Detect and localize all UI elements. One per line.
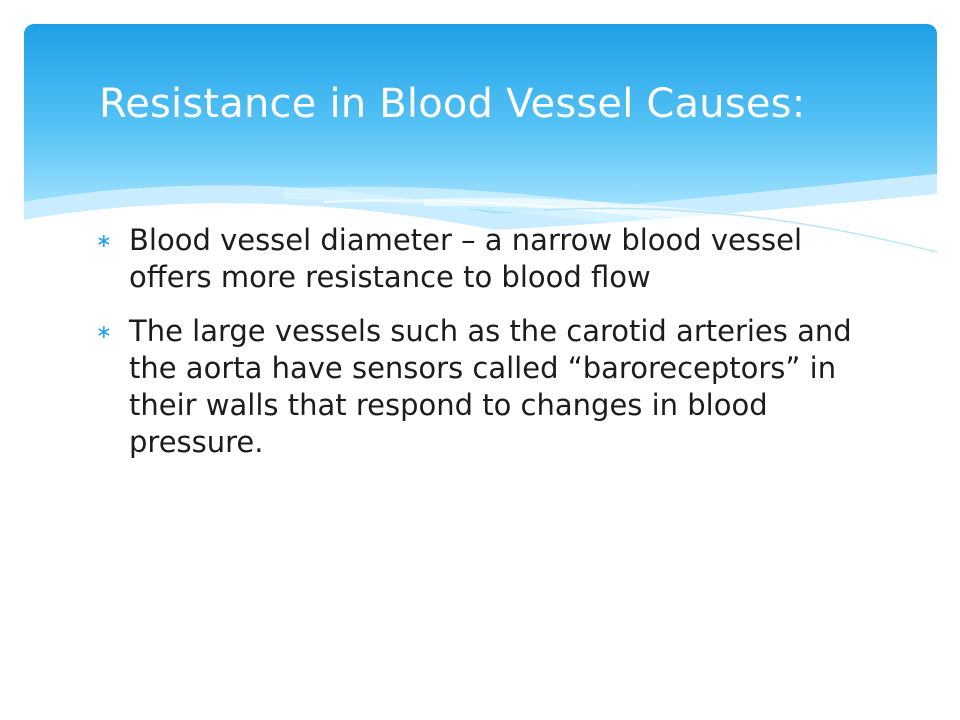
asterisk-bullet-icon: ∗ [96, 321, 112, 343]
bullet-item [96, 222, 856, 296]
bullet-text: The large vessels such as the carotid arteries and the aorta have sensors called “baroreceptors” in their walls that respond to changes in blood pressure. [129, 314, 852, 459]
slide-title: Resistance in Blood Vessel Causes: [99, 81, 806, 127]
bullet-text: Blood vessel diameter – a narrow blood vessel offers more resistance to blood flow [129, 223, 803, 294]
bullet-item [96, 313, 856, 461]
asterisk-bullet-icon: ∗ [96, 230, 112, 252]
bullet-list [96, 222, 856, 478]
